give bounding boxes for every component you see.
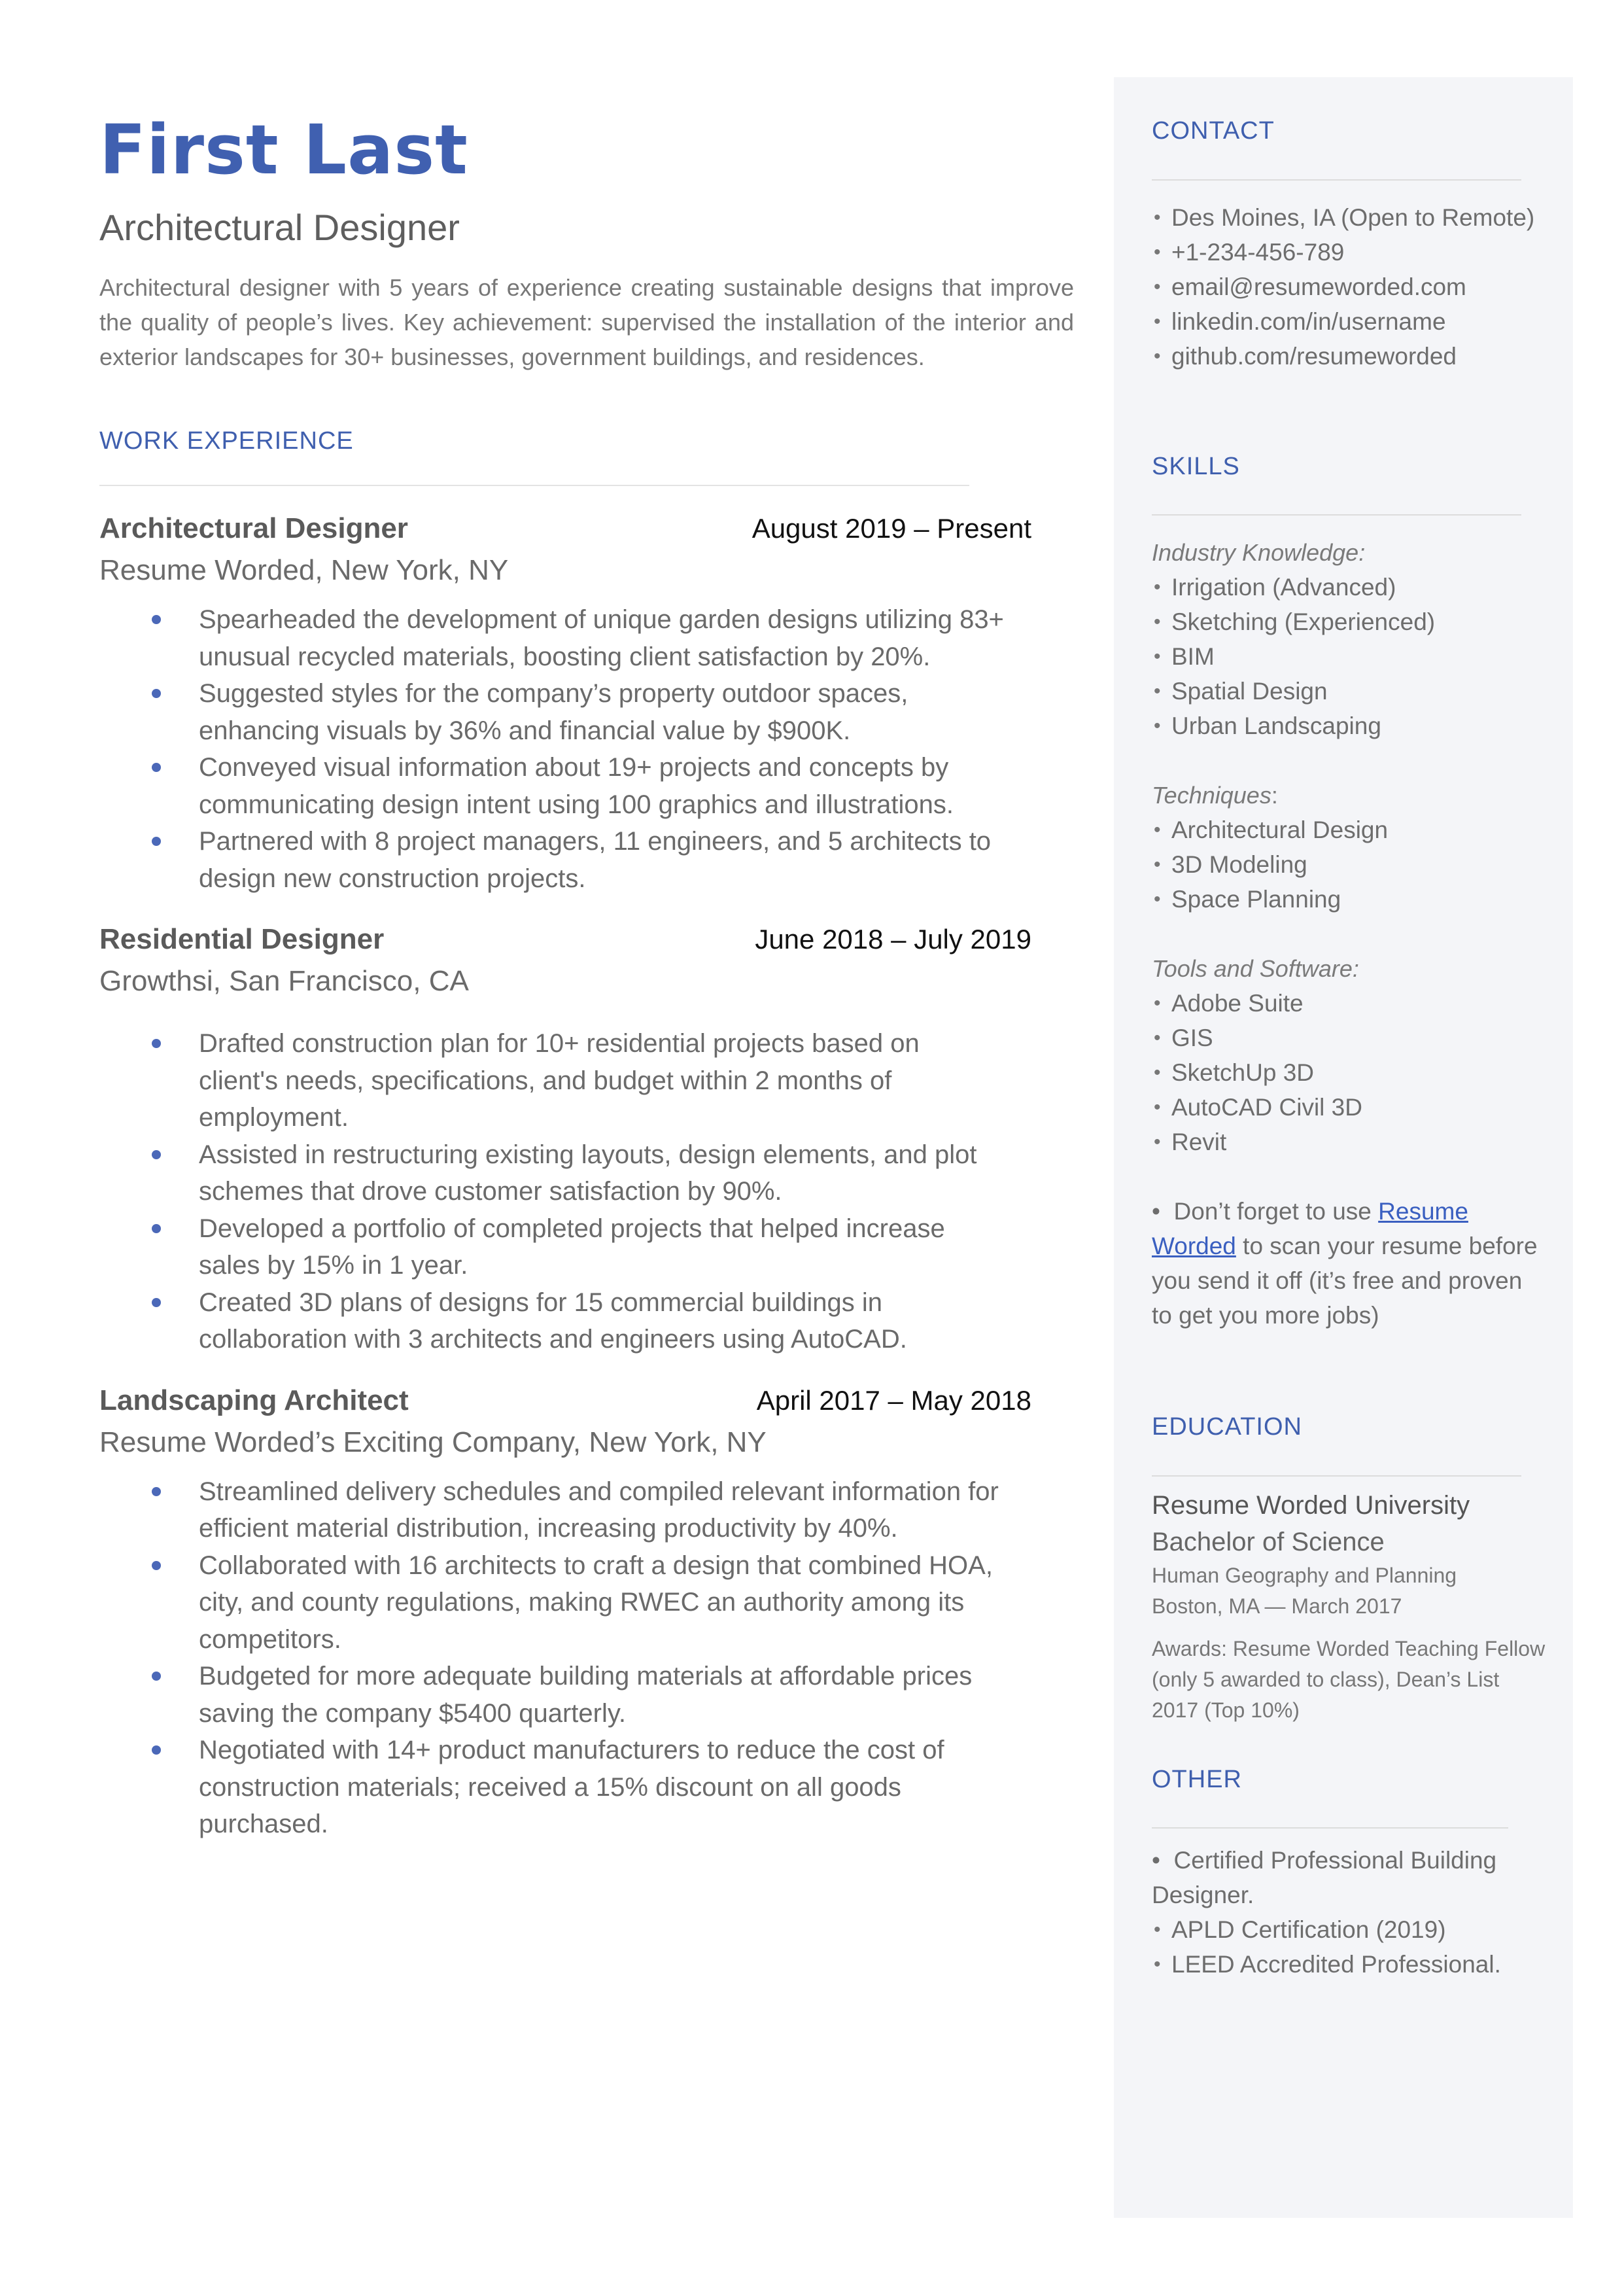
bullet-item: Negotiated with 14+ product manufacturers to reduce the cost of construction materials; received a 15% discount on all goods purchased. bbox=[99, 1732, 1134, 1843]
job-bullets bbox=[99, 1025, 1080, 1358]
bullet-item: Spearheaded the development of unique garden designs utilizing 83+ unusual recycled materials, boosting client satisfaction by 20%. bbox=[99, 601, 1134, 675]
main-column bbox=[99, 111, 1080, 1843]
divider bbox=[99, 485, 969, 486]
bullet-item: Suggested styles for the company’s property outdoor spaces, enhancing visuals by 36% and financial value by $900K. bbox=[99, 675, 1134, 749]
bullet-icon: • bbox=[1154, 206, 1161, 228]
other-heading: OTHER bbox=[1152, 1765, 1242, 1793]
job-company: Resume Worded’s Exciting Company, New York, NY bbox=[99, 1426, 767, 1458]
skill-item: • Urban Landscaping bbox=[1152, 709, 1544, 743]
skill-item: • Space Planning bbox=[1152, 882, 1544, 917]
skills-heading: SKILLS bbox=[1152, 452, 1240, 480]
resume-worded-link[interactable]: Resume Worded bbox=[1152, 1198, 1468, 1260]
bullet-icon: • bbox=[1154, 1919, 1161, 1941]
job-dates: June 2018 – July 2019 bbox=[755, 924, 1031, 955]
bullet-dot-icon bbox=[152, 1672, 161, 1681]
skill-item: • BIM bbox=[1152, 639, 1544, 674]
contact-email[interactable]: • email@resumeworded.com bbox=[1152, 270, 1544, 304]
job-company: Resume Worded, New York, NY bbox=[99, 554, 509, 587]
other-item: • Certified Professional Building Designer. bbox=[1152, 1847, 1497, 1909]
bullet-icon: • bbox=[1154, 680, 1161, 703]
skill-item: • Architectural Design bbox=[1152, 813, 1544, 847]
bullet-dot-icon bbox=[152, 763, 161, 772]
job-header bbox=[99, 1384, 1031, 1417]
skill-item: • Adobe Suite bbox=[1152, 986, 1544, 1021]
tools-label: Tools and Software: bbox=[1152, 955, 1359, 983]
divider bbox=[1152, 1827, 1508, 1829]
bullet-icon: • bbox=[1154, 310, 1161, 332]
sidebar-content bbox=[1152, 116, 1544, 1982]
work-experience-heading: WORK EXPERIENCE bbox=[99, 427, 354, 455]
education-degree: Bachelor of Science bbox=[1152, 1527, 1385, 1556]
job-role: Residential Designer bbox=[99, 923, 385, 956]
bullet-item: Partnered with 8 project managers, 11 engineers, and 5 architects to design new construction projects. bbox=[99, 823, 1134, 897]
skill-item: • AutoCAD Civil 3D bbox=[1152, 1090, 1544, 1125]
bullet-icon: • bbox=[1154, 715, 1161, 737]
bullet-dot-icon bbox=[152, 1745, 161, 1755]
tools-list bbox=[1152, 986, 1544, 1159]
contact-github[interactable]: • github.com/resumeworded bbox=[1152, 339, 1544, 374]
bullet-icon: • bbox=[1154, 646, 1161, 668]
job-header bbox=[99, 923, 1031, 956]
industry-knowledge-label: Industry Knowledge: bbox=[1152, 539, 1366, 567]
bullet-dot-icon bbox=[152, 1487, 161, 1496]
job-dates: August 2019 – Present bbox=[752, 513, 1031, 544]
bullet-dot-icon bbox=[152, 1224, 161, 1233]
skill-item: • 3D Modeling bbox=[1152, 847, 1544, 882]
candidate-title: Architectural Designer bbox=[99, 206, 460, 248]
divider bbox=[1152, 1475, 1521, 1477]
bullet-item: Collaborated with 16 architects to craft a design that combined HOA, city, and county regulations, making RWEC an authority among its competitors. bbox=[99, 1547, 1134, 1658]
bullet-icon: • bbox=[1154, 611, 1161, 633]
bullet-item: Developed a portfolio of completed projects that helped increase sales by 15% in 1 year. bbox=[99, 1210, 1134, 1284]
bullet-icon: • bbox=[1154, 1131, 1161, 1153]
bullet-icon: • bbox=[1154, 992, 1161, 1015]
job-header bbox=[99, 512, 1031, 545]
bullet-item: Created 3D plans of designs for 15 commercial buildings in collaboration with 3 architects and engineers using AutoCAD. bbox=[99, 1284, 1134, 1358]
summary: Architectural designer with 5 years of experience creating sustainable designs that improve the quality of people’s lives. Key achievement: supervised the installation of the interior and exterior landscapes for 30+ businesses, government buildings, and residences. bbox=[99, 273, 1074, 370]
contact-location: • Des Moines, IA (Open to Remote) bbox=[1152, 200, 1544, 235]
bullet-item: Conveyed visual information about 19+ projects and concepts by communicating design intent using 100 graphics and illustrations. bbox=[99, 749, 1134, 823]
bullet-item: Streamlined delivery schedules and compiled relevant information for efficient material distribution, increasing productivity by 40%. bbox=[99, 1473, 1134, 1547]
techniques-list bbox=[1152, 813, 1544, 917]
bullet-icon: • bbox=[1154, 1953, 1161, 1976]
other-item: • LEED Accredited Professional. bbox=[1152, 1947, 1544, 1982]
divider bbox=[1152, 179, 1521, 181]
job-entry bbox=[99, 923, 1080, 1358]
bullet-icon: • bbox=[1152, 1198, 1160, 1225]
sidebar bbox=[1114, 77, 1573, 2218]
skill-item: • Revit bbox=[1152, 1125, 1544, 1159]
job-bullets bbox=[99, 1473, 1080, 1843]
bullet-dot-icon bbox=[152, 837, 161, 846]
bullet-item: Drafted construction plan for 10+ residential projects based on client's needs, specifications, and budget within 2 months of employment. bbox=[99, 1025, 1134, 1136]
divider bbox=[1152, 514, 1521, 516]
bullet-item: Assisted in restructuring existing layouts, design elements, and plot schemes that drove customer satisfaction by 90%. bbox=[99, 1136, 1134, 1210]
bullet-icon: • bbox=[1154, 241, 1161, 263]
skill-item: • Irrigation (Advanced) bbox=[1152, 570, 1544, 604]
skill-item: • Sketching (Experienced) bbox=[1152, 604, 1544, 639]
contact-linkedin[interactable]: • linkedin.com/in/username bbox=[1152, 304, 1544, 339]
bullet-icon: • bbox=[1152, 1847, 1160, 1874]
contact-phone[interactable]: • +1-234-456-789 bbox=[1152, 235, 1544, 270]
bullet-dot-icon bbox=[152, 1039, 161, 1048]
contact-heading: CONTACT bbox=[1152, 117, 1275, 145]
skill-item: • SketchUp 3D bbox=[1152, 1055, 1544, 1090]
bullet-icon: • bbox=[1154, 275, 1161, 298]
education-school: Resume Worded University bbox=[1152, 1490, 1470, 1520]
bullet-dot-icon bbox=[152, 615, 161, 624]
bullet-icon: • bbox=[1154, 576, 1161, 599]
other-item: • APLD Certification (2019) bbox=[1152, 1912, 1544, 1947]
education-heading: EDUCATION bbox=[1152, 1413, 1302, 1441]
bullet-icon: • bbox=[1154, 1027, 1161, 1049]
bullet-dot-icon bbox=[152, 1561, 161, 1570]
job-bullets bbox=[99, 601, 1080, 897]
bullet-dot-icon bbox=[152, 689, 161, 698]
techniques-label: Techniques: bbox=[1152, 782, 1278, 809]
bullet-dot-icon bbox=[152, 1298, 161, 1307]
skill-item: • GIS bbox=[1152, 1021, 1544, 1055]
contact-list bbox=[1152, 200, 1544, 374]
bullet-icon: • bbox=[1154, 819, 1161, 841]
job-role: Landscaping Architect bbox=[99, 1384, 409, 1416]
job-role: Architectural Designer bbox=[99, 512, 408, 545]
education-location-date: Boston, MA — March 2017 bbox=[1152, 1594, 1402, 1618]
bullet-item: Budgeted for more adequate building materials at affordable prices saving the company $5400 quarterly. bbox=[99, 1658, 1134, 1732]
other-list bbox=[1152, 1912, 1544, 1982]
bullet-icon: • bbox=[1154, 1062, 1161, 1084]
bullet-icon: • bbox=[1154, 345, 1161, 367]
resume-worded-note: • Don’t forget to use Resume Worded to scan your resume before you send it off (it’s free and proven to get you more jobs) bbox=[1152, 1198, 1538, 1329]
industry-knowledge-list bbox=[1152, 570, 1544, 743]
candidate-name: First Last bbox=[99, 110, 468, 190]
bullet-icon: • bbox=[1154, 1096, 1161, 1119]
skill-item: • Spatial Design bbox=[1152, 674, 1544, 709]
education-field: Human Geography and Planning bbox=[1152, 1563, 1457, 1587]
bullet-icon: • bbox=[1154, 854, 1161, 876]
bullet-icon: • bbox=[1154, 888, 1161, 911]
job-dates: April 2017 – May 2018 bbox=[756, 1384, 1031, 1416]
job-company: Growthsi, San Francisco, CA bbox=[99, 965, 469, 998]
job-entry bbox=[99, 1384, 1080, 1843]
education-awards: Awards: Resume Worded Teaching Fellow (only 5 awarded to class), Dean’s List 2017 (Top 10%) bbox=[1152, 1636, 1546, 1722]
job-entry bbox=[99, 512, 1080, 897]
bullet-dot-icon bbox=[152, 1150, 161, 1159]
